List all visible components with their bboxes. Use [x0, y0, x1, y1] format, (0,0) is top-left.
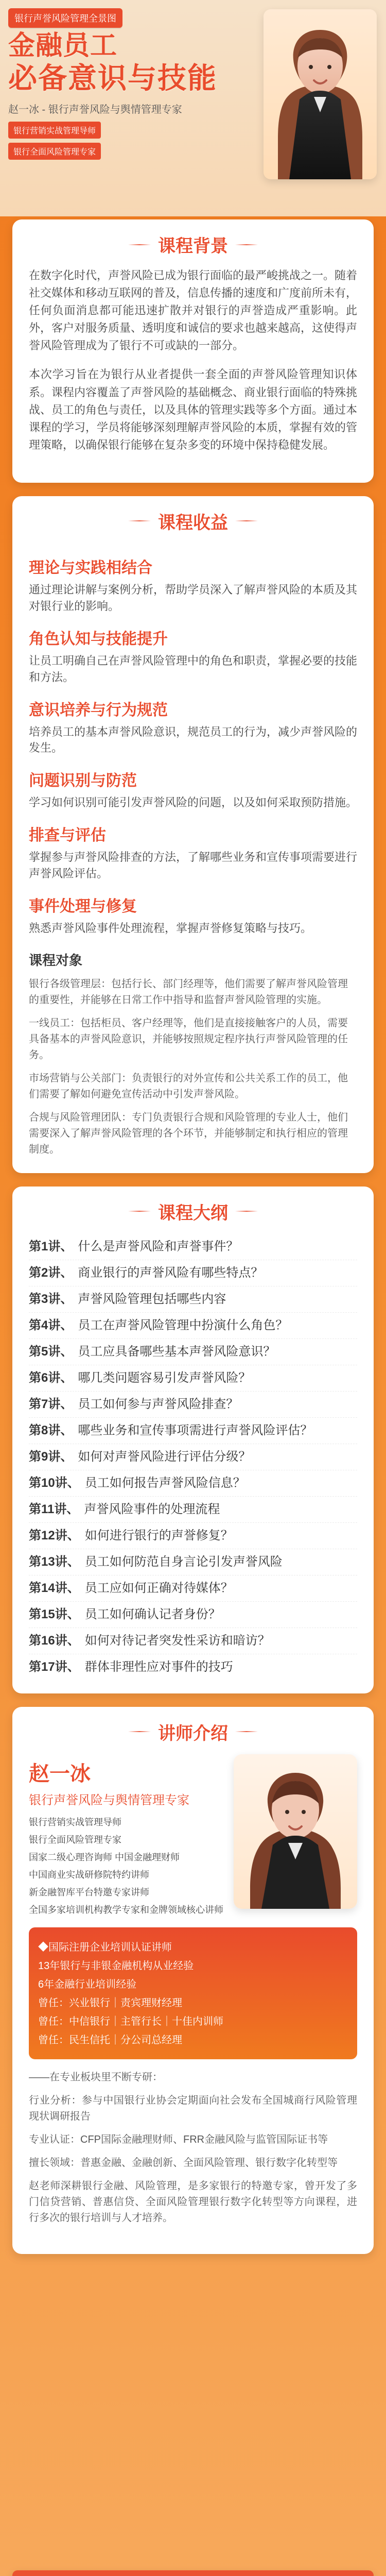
outline-text: 员工如何防范自身言论引发声誉风险 — [84, 1554, 283, 1569]
gain-item — [29, 893, 357, 937]
lecturer-info — [29, 1754, 223, 1916]
lecturer-name: 赵一冰 — [29, 1762, 91, 1785]
outline-text: 群体非理性应对事件的技巧 — [84, 1659, 233, 1674]
dots-icon — [128, 1211, 151, 1212]
experience-item: 曾任：兴业银行｜责宾理财经理 — [38, 1997, 182, 2009]
outline-text: 如何对待记者突发性采访和暗访？ — [84, 1633, 270, 1648]
gain-title: 排查与评估 — [29, 827, 106, 844]
dots-icon — [235, 1731, 258, 1732]
outline-item — [29, 1575, 357, 1602]
outline-text: 如何对声誉风险进行评估分级？ — [78, 1449, 251, 1464]
hero-subtitle: 赵一冰 - 银行声誉风险与舆情管理专家 — [8, 104, 182, 115]
outline-text: 商业银行的声誉风险有哪些特点？ — [78, 1265, 264, 1280]
outline-text: 哪些业务和宣传事项需进行声誉风险评估？ — [78, 1423, 313, 1437]
outline-item — [29, 1260, 357, 1286]
gain-desc: 掌握参与声誉风险排查的方法，了解哪些业务和宣传事项需要进行声誉风险评估。 — [29, 851, 358, 880]
hero-title-line2: 必备意识与技能 — [8, 61, 217, 94]
dots-icon — [128, 1731, 151, 1732]
outline-number: 第5讲、 — [29, 1344, 73, 1359]
outline-item — [29, 1628, 357, 1654]
outline-text: 什么是声誉风险和声誉事件？ — [78, 1239, 239, 1253]
outline-number: 第12讲、 — [29, 1528, 80, 1543]
outline-item — [29, 1365, 357, 1392]
hero-title-line1: 金融员工 — [8, 31, 118, 61]
outline-item — [29, 1602, 357, 1628]
gain-desc: 让员工明确自己在声誉风险管理中的角色和职责，掌握必要的技能和方法。 — [29, 654, 358, 684]
outline-text: 员工在声誉风险管理中扮演什么角色？ — [78, 1318, 288, 1332]
hero-tags — [8, 122, 101, 160]
gain-item — [29, 768, 357, 811]
gain-item — [29, 697, 357, 757]
outline-item — [29, 1286, 357, 1313]
outline-number: 第7讲、 — [29, 1397, 73, 1411]
dots-icon — [128, 520, 151, 521]
gain-title: 意识培养与行为规范 — [29, 701, 168, 719]
experience-item: 6年金融行业培训经验 — [38, 1978, 137, 1990]
outline-number: 第1讲、 — [29, 1239, 73, 1253]
lecturer-paragraphs — [29, 2070, 357, 2226]
outline-number: 第6讲、 — [29, 1370, 73, 1385]
audience-item: 市场营销与公关部门：负责银行的对外宣传和公共关系工作的员工，他们需要了解如何避免宣传活动中引发声誉风险。 — [29, 1072, 348, 1100]
outline-number: 第16讲、 — [29, 1633, 80, 1648]
lecturer-top — [29, 1754, 357, 1916]
outline-number: 第11讲、 — [29, 1502, 79, 1516]
course-background-section — [12, 219, 374, 483]
credential-line: 中国商业实战研修院特约讲师 — [29, 1869, 149, 1880]
section-title: 课程大纲 — [158, 1203, 228, 1223]
outline-number: 第8讲、 — [29, 1423, 73, 1437]
hero-title — [8, 32, 217, 93]
outline-number: 第15讲、 — [29, 1607, 80, 1621]
outline-number: 第13讲、 — [29, 1554, 80, 1569]
audience-item: 银行各级管理层：包括行长、部门经理等，他们需要了解声誉风险管理的重要性，并能够在日常工作中指导和监督声誉风险管理的实施。 — [29, 978, 348, 1006]
section-title: 课程收益 — [158, 513, 228, 533]
outline-number: 第17讲、 — [29, 1659, 80, 1674]
hero-tag: 银行营销实战管理导师 — [8, 122, 101, 139]
audience-item: 一线员工：包括柜员、客户经理等，他们是直接接触客户的人员，需要具备基本的声誉风险意识，并能够按照规定程序执行声誉风险管理的任务。 — [29, 1017, 348, 1061]
audience-title: 课程对象 — [29, 952, 83, 968]
course-gains-section — [12, 496, 374, 1173]
lecturer-paragraph: 专业认证：CFP国际金融理财师、FRR金融风险与监管国际证书等 — [29, 2133, 328, 2145]
lecturer-paragraph: 擅长领域：普惠金融、金融创新、全面风险管理、银行数字化转型等 — [29, 2157, 338, 2168]
lecturer-paragraph: 赵老师深耕银行金融、风险管理，是多家银行的特邀专家，曾开发了多门信贷营销、普惠信贷、全面风险管理银行数字化转型等方向课程，进行多次的银行培训与人才培养。 — [29, 2180, 357, 2224]
section-header — [128, 232, 258, 257]
hero-tag: 银行全面风险管理专家 — [8, 143, 101, 160]
outline-text: 员工如何报告声誉风险信息？ — [84, 1476, 245, 1490]
outline-number: 第10讲、 — [29, 1476, 80, 1490]
lecturer-role: 银行声誉风险与舆情管理专家 — [29, 1793, 189, 1807]
outline-text: 声誉风险事件的处理流程 — [84, 1502, 220, 1516]
credential-line: 全国多家培训机构教学专家和金牌领域核心讲师 — [29, 1904, 223, 1915]
section-header — [128, 509, 258, 534]
experience-item: 曾任：中信银行｜主管行长｜十佳内训师 — [38, 2015, 223, 2027]
bottom-bar — [12, 2570, 374, 2576]
credential-line: 国家二级心理咨询师 中国金融理财师 — [29, 1852, 180, 1862]
outline-item — [29, 1497, 357, 1523]
gain-item — [29, 626, 357, 686]
outline-text: 哪几类问题容易引发声誉风险？ — [78, 1370, 251, 1385]
credential-line: 银行营销实战管理导师 — [29, 1817, 121, 1827]
badge: 银行声誉风险管理全景图 — [8, 8, 122, 28]
course-outline-section — [12, 1187, 374, 1693]
hero-banner — [0, 0, 386, 216]
experience-item: 曾任：民生信托｜分公司总经理 — [38, 2034, 182, 2046]
section-title: 课程背景 — [158, 236, 228, 256]
outline-item — [29, 1523, 357, 1549]
photo-icon — [234, 1754, 357, 1909]
outline-item — [29, 1444, 357, 1470]
outline-list — [29, 1234, 357, 1680]
credential-line: 新金融智库平台特邀专家讲师 — [29, 1887, 149, 1897]
section-header — [128, 1719, 258, 1744]
background-paragraph: 在数字化时代，声誉风险已成为银行面临的最严峻挑战之一。随着社交媒体和移动互联网的普及，信息传播的速度和广度前所未有，任何负面消息都可能迅速扩散并对银行的声誉造成严重影响。此外，客户对服务质量、透明度和诚信的要求也越来越高，这使得声誉风险管理成为了银行不可或缺的一部分。 — [29, 269, 358, 352]
outline-number: 第9讲、 — [29, 1449, 73, 1464]
lecturer-paragraph: 行业分析：参与中国银行业协会定期面向社会发布全国城商行风险管理现状调研报告 — [29, 2094, 357, 2122]
gain-title: 问题识别与防范 — [29, 772, 137, 790]
outline-item — [29, 1549, 357, 1575]
section-header — [128, 1199, 258, 1224]
gain-item — [29, 822, 357, 882]
dots-icon — [235, 1211, 258, 1212]
outline-item — [29, 1654, 357, 1680]
outline-text: 声誉风险管理包括哪些内容 — [78, 1292, 226, 1306]
outline-text: 如何进行银行的声誉修复？ — [84, 1528, 233, 1543]
dots-icon — [235, 244, 258, 245]
experience-item: 13年银行与非银金融机构从业经验 — [38, 1960, 194, 1972]
gain-desc: 熟悉声誉风险事件处理流程，掌握声誉修复策略与技巧。 — [29, 921, 312, 935]
lecturer-paragraph: ——在专业板块里不断专研： — [29, 2071, 163, 2083]
gain-desc: 培养员工的基本声誉风险意识，规范员工的行为，减少声誉风险的发生。 — [29, 725, 358, 755]
outline-number: 第14讲、 — [29, 1581, 80, 1595]
outline-text: 员工应如何正确对待媒体？ — [84, 1581, 233, 1595]
dots-icon — [235, 520, 258, 521]
lecturer-credentials — [29, 1815, 223, 1916]
experience-item: ◆国际注册企业培训认证讲师 — [38, 1941, 172, 1953]
gain-title: 事件处理与修复 — [29, 897, 137, 915]
outline-number: 第3讲、 — [29, 1292, 73, 1306]
portrait-icon — [264, 9, 377, 179]
gain-desc: 学习如何识别可能引发声誉风险的问题，以及如何采取预防措施。 — [29, 796, 358, 809]
outline-text: 员工如何确认记者身份？ — [84, 1607, 221, 1621]
outline-item — [29, 1313, 357, 1339]
outline-number: 第2讲、 — [29, 1265, 73, 1280]
credential-line: 银行全面风险管理专家 — [29, 1834, 121, 1845]
gain-title: 角色认知与技能提升 — [29, 630, 168, 648]
experience-panel — [29, 1927, 357, 2059]
outline-item — [29, 1234, 357, 1260]
dots-icon — [128, 244, 151, 245]
outline-text: 员工应具备哪些基本声誉风险意识？ — [78, 1344, 276, 1359]
outline-item — [29, 1339, 357, 1365]
outline-item — [29, 1392, 357, 1418]
background-paragraph: 本次学习旨在为银行从业者提供一套全面的声誉风险管理知识体系。课程内容覆盖了声誉风险的基础概念、商业银行面临的特殊挑战、员工的角色与责任，以及具体的管理实践等多个方面。通过本课程的学习，学员将能够深刻理解声誉风险的本质，掌握有效的管理策略，以确保银行能够在复杂多变的环境中保持稳健发展。 — [29, 368, 358, 451]
gain-title: 理论与实践相结合 — [29, 559, 152, 577]
outline-item — [29, 1470, 357, 1497]
outline-text: 员工如何参与声誉风险排查？ — [78, 1397, 239, 1411]
outline-item — [29, 1418, 357, 1444]
gain-item — [29, 555, 357, 615]
audience-item: 合规与风险管理团队：专门负责银行合规和风险管理的专业人士，他们需要深入了解声誉风险管理的各个环节，并能够制定和执行相应的管理制度。 — [29, 1111, 348, 1155]
lecturer-section — [12, 1707, 374, 2254]
gain-desc: 通过理论讲解与案例分析，帮助学员深入了解声誉风险的本质及其对银行业的影响。 — [29, 583, 358, 613]
outline-number: 第4讲、 — [29, 1318, 73, 1332]
section-title: 讲师介绍 — [158, 1723, 228, 1743]
